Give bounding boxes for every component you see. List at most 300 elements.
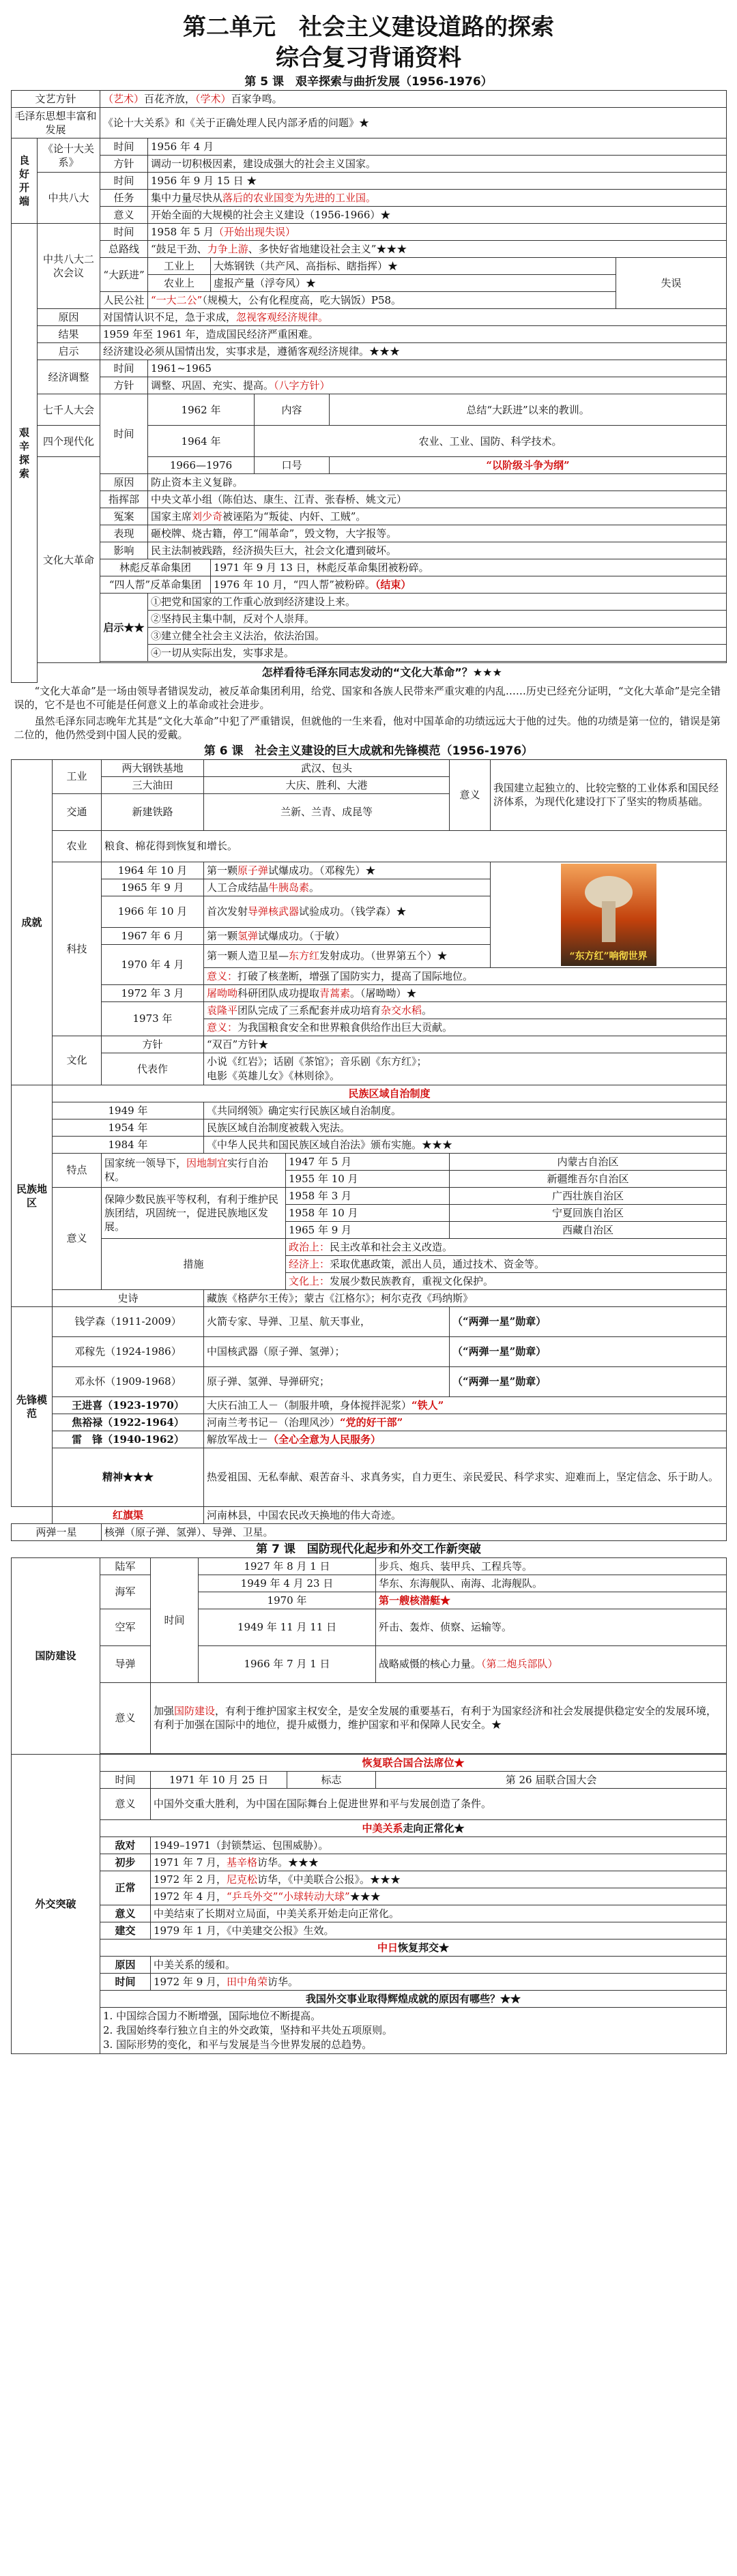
cell — [100, 2053, 727, 2054]
cell — [286, 1255, 727, 1272]
cell: 时间 — [151, 1557, 199, 1682]
cell: 1972 年 2 月， — [154, 1873, 227, 1886]
cell: 虚报产量（浮夸风）★ — [211, 275, 616, 292]
cell: 东方红 — [289, 950, 320, 962]
cell — [204, 1396, 727, 1414]
cell: 歼击、轰炸、侦察、运输等。 — [376, 1609, 727, 1645]
cell: 原子弹 — [237, 864, 269, 877]
cell — [148, 377, 727, 394]
cell: 正常 — [100, 1871, 151, 1905]
cell: 1956 年 9 月 15 日 ★ — [148, 173, 727, 190]
cell: 成就 — [12, 759, 53, 1085]
cell — [151, 1973, 727, 1990]
cell: 失误 — [616, 258, 727, 309]
lesson5-heading: 第 5 课 艰辛探索与曲折发展（1956-1976） — [244, 75, 493, 89]
cell: 时间 — [100, 224, 148, 241]
cell: 意义 — [100, 207, 148, 224]
cell: 邓永怀（1909-1968） — [53, 1366, 204, 1396]
cell: 1971 年 7 月， — [154, 1856, 227, 1869]
cell: 方针 — [102, 1036, 204, 1053]
cell: 人民公社 — [100, 292, 148, 309]
cell: 意义 — [100, 1905, 151, 1922]
cell: 。 — [309, 881, 320, 894]
cell: 中国外交重大胜利，为中国在国际舞台上促进世界和平与发展创造了条件。 — [151, 1788, 727, 1819]
cell: 1972 年 3 月 — [102, 984, 204, 1001]
cell: 特点 — [53, 1153, 102, 1187]
cell — [148, 190, 727, 207]
cell: 、多快好省地建设社会主义”★★★ — [248, 243, 407, 255]
cell: 文化上： — [289, 1274, 330, 1287]
cell: 时间 — [100, 394, 148, 474]
cell: 被诬陷为“叛徒、内奸、工贼”。 — [222, 510, 366, 523]
cell: “四人帮”反革命集团 — [100, 576, 211, 594]
cell: 试验成功。（钱学森）★ — [299, 905, 407, 918]
cell: 邓稼先（1924-1986） — [53, 1336, 204, 1366]
cell: 焦裕禄（1922-1964） — [53, 1414, 204, 1431]
cell: 访华。 — [268, 1975, 299, 1988]
cell: 恢复联合国合法席位★ — [100, 1754, 727, 1771]
cell — [12, 1506, 53, 1523]
cell: 访华，《中美联合公报》。★★★ — [257, 1873, 401, 1886]
cell: 中美关系的缓和。 — [151, 1956, 727, 1973]
cell: 宁夏回族自治区 — [450, 1204, 727, 1221]
cell: 步兵、炮兵、装甲兵、工程兵等。 — [376, 1557, 727, 1575]
cell: 良好开端 — [12, 138, 38, 224]
cell: 1949 年 11 月 11 日 — [199, 1609, 376, 1645]
cell: 1964 年 10 月 — [102, 862, 204, 879]
cell: “大跃进” — [100, 258, 148, 292]
cell: （八字方针） — [274, 379, 330, 392]
cell: 人工合成结晶 — [207, 881, 269, 894]
cell: 访华。★★★ — [257, 1856, 319, 1869]
cell — [204, 1431, 727, 1448]
cell: 1954 年 — [53, 1119, 204, 1136]
cell: 陆军 — [100, 1557, 151, 1575]
cell: 总路线 — [100, 241, 148, 258]
cell: 牛胰岛素 — [268, 881, 310, 894]
poster-caption: “东方红”响彻世界 — [569, 950, 648, 962]
cell: （全心全意为人民服务） — [268, 1433, 381, 1446]
cell: 电影《英雄儿女》《林则徐》。 — [207, 1069, 341, 1082]
cell: 1972 年 9 月， — [154, 1975, 227, 1988]
cell: 恢复邦交★ — [398, 1941, 450, 1954]
cell: 开始全面的大规模的社会主义建设（1956-1966）★ — [148, 207, 727, 224]
cell: （规模大，公有化程度高，吃大锅饭）P58。 — [202, 294, 402, 306]
cell: 指挥部 — [100, 491, 148, 508]
cell: 砸校牌、烧古籍，停工“闹革命”，毁文物，大字报等。 — [148, 525, 727, 542]
cell: 《中华人民共和国民族区域自治法》颁布实施。★★★ — [204, 1136, 727, 1153]
cell: 民主改革和社会主义改造。 — [330, 1240, 453, 1253]
cell: 中美关系 — [362, 1821, 403, 1834]
cell: 两大钢铁基地 — [102, 759, 204, 776]
cell: 广西壮族自治区 — [450, 1187, 727, 1204]
cell: 中共八大 — [38, 173, 100, 224]
cell: 原因 — [100, 474, 148, 491]
cell: （“两弹一星”勋章） — [450, 1366, 727, 1396]
cell: 我国外交事业取得辉煌成就的原因有哪些？★★ — [100, 1990, 727, 2007]
cell: 力争上游 — [207, 243, 248, 255]
cell — [148, 224, 727, 241]
cell: （结束） — [375, 579, 411, 591]
cell: 1947 年 5 月 — [286, 1153, 450, 1170]
cell: （开始出现失误） — [214, 226, 296, 238]
cell: 民族地区 — [12, 1085, 53, 1306]
cell: 史诗 — [53, 1289, 204, 1306]
cell — [204, 967, 727, 984]
cell: （第二炮兵部队） — [481, 1658, 558, 1670]
cell: 七千人大会 — [38, 394, 100, 426]
cell: 民族区域自治制度 — [53, 1085, 727, 1102]
cell: 经济建设必须从国情出发，实事求是，遵循客观经济规律。★★★ — [100, 343, 727, 360]
cell: 小说《红岩》；话剧《茶馆》；音乐剧《东方红》； — [207, 1055, 427, 1068]
cell: 国防建设 — [12, 1557, 100, 1754]
paragraph: 虽然毛泽东同志晚年尤其是“文化大革命”中犯了严重错误，但就他的一生来看，他对中国革命的功绩远远大于他的过失。他的功绩是第一位的，错误是第二位的，他仍然受到中国人民的爱戴。 — [14, 714, 721, 741]
cell: 科研团队成功提取 — [237, 986, 320, 999]
cell: 王进喜（1923-1970） — [53, 1396, 204, 1414]
cell — [204, 896, 491, 927]
cell: 1971 年 9 月 13 日，林彪反革命集团被粉碎。 — [211, 559, 727, 576]
cell: 1959 年至 1961 年，造成国民经济严重困难。 — [100, 326, 727, 343]
cell — [151, 1888, 727, 1905]
cell: 粮食、棉花得到恢复和增长。 — [102, 830, 727, 862]
cell: 口号 — [255, 457, 330, 474]
cell: 《共同纲领》确定实行民族区域自治制度。 — [204, 1102, 727, 1119]
cell — [204, 862, 491, 879]
cell: 保障少数民族平等权利，有利于维护民族团结，巩固统一，促进民族地区发展。 — [102, 1187, 286, 1238]
cell: 海军 — [100, 1575, 151, 1609]
paragraph: “文化大革命”是一场由领导者错误发动，被反革命集团利用，给党、国家和各族人民带来严重灾难的内乱……历史已经充分证明，“文化大革命”是完全错误的，它不是也不可能是任何意义上的革命或社会进步。 — [14, 684, 721, 711]
cell: 1979 年 1 月，《中美建交公报》生效。 — [151, 1922, 727, 1939]
cell: 大炼钢铁（共产风、高指标、瞎指挥）★ — [211, 258, 616, 275]
cell: 雷 锋（1940-1962） — [53, 1431, 204, 1448]
cell: 解放军战士－ — [207, 1433, 269, 1446]
cell: 1. 中国综合国力不断增强，国际地位不断提高。 — [103, 2009, 321, 2022]
sheet-subtitle: 综合复习背诵资料 — [276, 44, 461, 72]
lesson5-table — [11, 90, 727, 743]
cell: 1958 年 10 月 — [286, 1204, 450, 1221]
cell: 河南林县，中国农民改天换地的伟大奇迹。 — [204, 1506, 727, 1523]
cell: 1958 年 3 月 — [286, 1187, 450, 1204]
cell: 1949 年 — [53, 1102, 204, 1119]
cell: 内容 — [255, 394, 330, 426]
cell: 青蒿素 — [319, 986, 351, 999]
cell: 我国建立起独立的、比较完整的工业体系和国民经济体系，为现代化建设打下了坚实的物质基础。 — [491, 759, 727, 830]
cell: 对国情认识不足，急于求成， — [103, 311, 237, 323]
cell: 国防建设 — [174, 1705, 216, 1717]
cell: 落后的农业国变为先进的工业国。 — [222, 192, 377, 204]
cell: ②坚持民主集中制，反对个人崇拜。 — [148, 611, 727, 628]
cell: 1973 年 — [102, 1001, 204, 1036]
cell: 国家统一领导下， — [104, 1157, 187, 1169]
cell: 政治上： — [289, 1240, 330, 1253]
cell — [286, 1272, 727, 1289]
cell: “乒乓外交”“小球转动大球” — [227, 1890, 350, 1903]
cell: 热爱祖国、无私奉献、艰苦奋斗、求真务实，自力更生、亲民爱民、科学求实、迎难而上，坚定信念、乐于助人。 — [204, 1448, 727, 1506]
cell: 氢弹 — [237, 929, 259, 942]
cell: 发展少数民族教育，重视文化保护。 — [330, 1274, 494, 1287]
cell: 试爆成功。（于敏） — [258, 929, 345, 942]
cell: 意义 — [450, 759, 491, 830]
cell: 大庆石油工人－（制服井喷，身体搅拌泥浆） — [207, 1399, 412, 1411]
cell: 内蒙古自治区 — [450, 1153, 727, 1170]
lesson7-table — [11, 1557, 727, 2055]
cell — [100, 91, 727, 108]
cell: 原因 — [38, 309, 100, 326]
cell: 杂交水稻 — [381, 1004, 422, 1016]
cell: 藏族《格萨尔王传》；蒙古《江格尔》；柯尔克孜《玛纳斯》 — [204, 1289, 727, 1306]
cell: 调动一切积极因素，建设成强大的社会主义国家。 — [148, 156, 727, 173]
cell — [204, 1414, 727, 1431]
cell: 加强 — [154, 1705, 175, 1717]
cell — [102, 1153, 286, 1187]
cell: 首次发射 — [207, 905, 248, 918]
cell: ★★★ — [349, 1890, 381, 1903]
cell: 交通 — [53, 793, 102, 830]
cell: 兰新、兰青、成昆等 — [204, 793, 450, 830]
cell: 1965 年 9 月 — [102, 879, 204, 896]
cell: 火箭专家、导弹、卫星、航天事业， — [204, 1306, 450, 1336]
cell: 方针 — [100, 156, 148, 173]
cell: 1961~1965 — [148, 360, 727, 377]
cell: 意义 — [100, 1682, 151, 1753]
cell: 《论十大关系》 — [38, 138, 100, 173]
cell: 中日 — [377, 1941, 399, 1954]
cell: 先锋模范 — [12, 1306, 53, 1506]
cell: 屠呦呦 — [207, 986, 238, 999]
cell: 新疆维吾尔自治区 — [450, 1170, 727, 1187]
cell: 防止资本主义复辟。 — [148, 474, 727, 491]
cell: 意义： — [207, 969, 238, 982]
cell: 大庆、胜利、大港 — [204, 776, 450, 793]
stem-shape — [602, 901, 616, 942]
cell: 。（屠呦呦）★ — [350, 986, 417, 999]
lesson6-table — [11, 759, 727, 1541]
cell — [100, 2007, 727, 2053]
cell: 1965 年 9 月 — [286, 1221, 450, 1238]
cell: 走向正常化★ — [403, 1821, 465, 1834]
cell: 为我国粮食安全和世界粮食供给作出巨大贡献。 — [237, 1021, 453, 1034]
cell: 第 26 届联合国大会 — [376, 1771, 727, 1788]
cell: 1958 年 5 月 — [151, 226, 214, 238]
cell — [204, 1019, 727, 1036]
cell: （“两弹一星”勋章） — [450, 1336, 727, 1366]
cell: 意义 — [53, 1187, 102, 1289]
cell — [204, 944, 491, 967]
cell: 1984 年 — [53, 1136, 204, 1153]
cell: 实行自治权。 — [104, 1157, 269, 1183]
cell: 时间 — [100, 1973, 151, 1990]
cell: 2. 我国始终奉行独立自主的外交政策，坚持和平共处五项原则。 — [103, 2023, 393, 2036]
cell: 3. 国际形势的变化，和平与发展是当今世界发展的总趋势。 — [103, 2038, 373, 2051]
cell: （艺术） — [103, 93, 145, 105]
cell: 1955 年 10 月 — [286, 1170, 450, 1187]
lesson7-heading: 第 7 课 国防现代化起步和外交工作新突破 — [256, 1542, 481, 1556]
cell: 1927 年 8 月 1 日 — [199, 1557, 376, 1575]
study-sheet — [11, 0, 726, 2054]
cell: “一大二公” — [151, 294, 203, 306]
cell: 影响 — [100, 542, 148, 559]
cell: 农业上 — [148, 275, 211, 292]
cell — [151, 1871, 727, 1888]
cell: 方针 — [100, 377, 148, 394]
cell: 百家争鸣。 — [231, 93, 283, 105]
cell: 农业 — [53, 830, 102, 862]
cell: 表现 — [100, 525, 148, 542]
cell: 精神★★★ — [53, 1448, 204, 1506]
cell — [100, 309, 727, 326]
cell: 意义 — [100, 1788, 151, 1819]
cell: “双百”方针★ — [204, 1036, 727, 1053]
cell: 百花齐放， — [144, 93, 196, 105]
cell: 1962 年 — [148, 394, 255, 426]
cell: 文化大革命 — [38, 457, 100, 663]
cell: “铁人” — [411, 1399, 444, 1411]
cell: 试爆成功。（邓稼先）★ — [268, 864, 376, 877]
cell — [204, 1053, 727, 1085]
cell: 空军 — [100, 1609, 151, 1645]
cell: 四个现代化 — [38, 426, 100, 457]
cell: “党的好干部” — [340, 1416, 403, 1429]
cell: 冤案 — [100, 508, 148, 525]
cell: 林彪反革命集团 — [100, 559, 211, 576]
cell: 忽视客观经济规律。 — [236, 311, 329, 323]
cell: 文化 — [53, 1036, 102, 1085]
cell: 措施 — [102, 1238, 286, 1289]
cell: 发射成功。（世界第五个）★ — [319, 950, 448, 962]
cell: 第一艘核潜艇★ — [376, 1592, 727, 1609]
cell: 1949 年 4 月 23 日 — [199, 1575, 376, 1592]
cell — [148, 508, 727, 525]
cell: 第一颗 — [207, 929, 238, 942]
cell: 集中力量尽快从 — [151, 192, 223, 204]
cell: 团队完成了三系配套并成功培育 — [237, 1004, 381, 1016]
cell: 时间 — [100, 138, 148, 156]
cell: 敌对 — [100, 1836, 151, 1854]
cell — [204, 927, 491, 944]
cell: 第一颗人造卫星— — [207, 950, 289, 962]
cell: 第一颗 — [207, 864, 238, 877]
cell: 基辛格 — [227, 1856, 258, 1869]
cell: 红旗渠 — [53, 1506, 204, 1523]
poster-cell — [491, 862, 727, 967]
cell: ④一切从实际出发，实事求是。 — [148, 645, 727, 662]
cell: 1964 年 — [148, 426, 255, 457]
cell — [204, 879, 491, 896]
cell: ，有利于维护国家主权安全，是安全发展的重要基石，有利于为国家经济和社会发展提供稳定安全的发展环境，有利于加强在国际中的地位，提升威慑力，维护国家和平和保障人民安全。★ — [154, 1705, 717, 1731]
cell: 时间 — [100, 173, 148, 190]
cell: 1967 年 6 月 — [102, 927, 204, 944]
cell — [151, 1682, 727, 1753]
cell: 刘少奇 — [192, 510, 223, 523]
cell: 原子弹、氢弹、导弹研究； — [204, 1366, 450, 1396]
cell: 尼克松 — [227, 1873, 258, 1886]
cell: 1970 年 — [199, 1592, 376, 1609]
cell: ③建立健全社会主义法治，依法治国。 — [148, 628, 727, 645]
cell: 启示★★ — [100, 594, 148, 662]
cell — [100, 1939, 727, 1956]
cell: 三大油田 — [102, 776, 204, 793]
cell — [148, 241, 727, 258]
cell — [286, 1238, 727, 1255]
unit-title: 第二单元 社会主义建设道路的探索 — [183, 14, 554, 41]
cell: 总结“大跃进”以来的教训。 — [330, 394, 727, 426]
cell: 1956 年 4 月 — [148, 138, 727, 156]
cell: 钱学森（1911-2009） — [53, 1306, 204, 1336]
cell: 1972 年 4 月， — [154, 1890, 227, 1903]
question-heading: 怎样看待毛泽东同志发动的“文化大革命”？★★★ — [261, 666, 502, 679]
cell: （“两弹一星”勋章） — [450, 1306, 727, 1336]
cell: 1966—1976 — [148, 457, 255, 474]
cell: 毛泽东思想丰富和发展 — [12, 108, 100, 138]
cell: 1966 年 10 月 — [102, 896, 204, 927]
cell: 。 — [422, 1004, 433, 1016]
cell: 1966 年 7 月 1 日 — [199, 1645, 376, 1682]
cell: 艰辛探索 — [12, 224, 38, 683]
cell: 1976 年 10 月，“四人帮”被粉碎。 — [214, 579, 375, 591]
cell: 河南兰考书记－（治理风沙） — [207, 1416, 341, 1429]
cell: 标志 — [287, 1771, 376, 1788]
cell: 工业上 — [148, 258, 211, 275]
cell: 原因 — [100, 1956, 151, 1973]
cell: 调整、巩固、充实、提高。 — [151, 379, 274, 392]
cell: 民族区域自治制度被载入宪法。 — [204, 1119, 727, 1136]
cell: 工业 — [53, 759, 102, 793]
cell: 时间 — [100, 360, 148, 377]
cell: 武汉、包头 — [204, 759, 450, 776]
cell: 初步 — [100, 1854, 151, 1871]
cell: 代表作 — [102, 1053, 204, 1085]
cell: 中国核武器（原子弹、氢弹）； — [204, 1336, 450, 1366]
cell: 华东、东海舰队、南海、北海舰队。 — [376, 1575, 727, 1592]
cell: 核弹（原子弹、氢弹）、导弹、卫星。 — [102, 1523, 727, 1540]
cell: 科技 — [53, 862, 102, 1036]
cell: 导弹 — [100, 1645, 151, 1682]
cell — [211, 576, 727, 594]
cell: 1970 年 4 月 — [102, 944, 204, 984]
cell — [100, 1819, 727, 1836]
cell: 结果 — [38, 326, 100, 343]
cell: 采取优惠政策，派出人员，通过技术、资金等。 — [330, 1257, 545, 1270]
cell: 因地制宜 — [186, 1157, 228, 1169]
cell — [151, 1854, 727, 1871]
cell — [148, 292, 616, 309]
cell — [204, 1001, 727, 1019]
cell: （学术） — [195, 93, 231, 105]
cell: 田中角荣 — [227, 1975, 268, 1988]
cell — [204, 984, 727, 1001]
mushroom-cloud-poster-image — [561, 864, 656, 966]
cell: 时间 — [100, 1771, 151, 1788]
cell: 建交 — [100, 1922, 151, 1939]
cell: 西藏自治区 — [450, 1221, 727, 1238]
cell: 任务 — [100, 190, 148, 207]
cell: 国家主席 — [151, 510, 192, 523]
cell: 民主法制被践踏，经济损失巨大，社会文化遭到破坏。 — [148, 542, 727, 559]
cell: 经济调整 — [38, 360, 100, 394]
lesson6-heading: 第 6 课 社会主义建设的巨大成就和先锋模范（1956-1976） — [203, 744, 534, 758]
cell: 两弹一星 — [12, 1523, 102, 1540]
cell: 导弹核武器 — [248, 905, 300, 918]
cell: 袁隆平 — [207, 1004, 238, 1016]
cell: 中美结束了长期对立局面，中美关系开始走向正常化。 — [151, 1905, 727, 1922]
cell — [376, 1645, 727, 1682]
cell: 打破了核垄断，增强了国防实力，提高了国际地位。 — [237, 969, 474, 982]
cell: 1971 年 10 月 25 日 — [151, 1771, 287, 1788]
cell: 中共八大二次会议 — [38, 224, 100, 309]
cell: “以阶级斗争为纲” — [330, 457, 727, 474]
cell: “鼓足干劲、 — [151, 243, 207, 255]
cell: 经济上： — [289, 1257, 330, 1270]
